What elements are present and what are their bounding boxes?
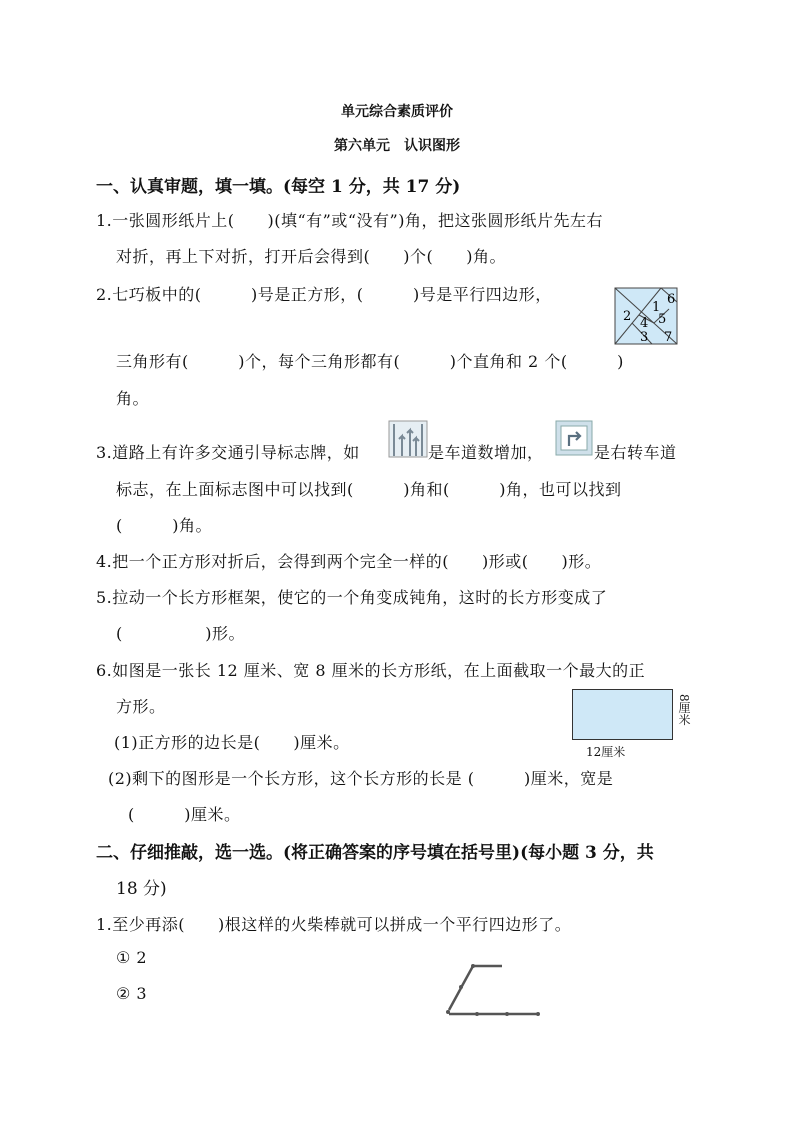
q3-line1b: 是车道数增加， <box>428 443 544 462</box>
s2-q1-option1: ① 2 <box>116 948 148 967</box>
q6-sub3: ( )厘米。 <box>128 805 241 824</box>
q6-sub2: (2)剩下的图形是一个长方形，这个长方形的长是 ( )厘米，宽是 <box>108 769 614 788</box>
s2-q1-option2: ② 3 <box>116 984 148 1003</box>
doc-subtitle: 第六单元 认识图形 <box>334 138 460 154</box>
q1-line2: 对折，再上下对折，打开后会得到( )个( )角。 <box>116 247 506 266</box>
tangram-label-2: 2 <box>623 309 632 324</box>
section2-heading: 二、仔细推敲，选一选。(将正确答案的序号填在括号里)(每小题 3 分，共 <box>96 843 654 863</box>
section2-heading-cont: 18 分) <box>116 879 167 899</box>
tangram-label-3: 3 <box>640 330 649 345</box>
q2-line3: 角。 <box>116 389 150 408</box>
tangram-label-6: 6 <box>667 292 676 307</box>
q1-line1: 1.一张圆形纸片上( )(填“有”或“没有”)角，把这张圆形纸片先左右 <box>96 211 603 230</box>
rect-height-label: 8厘米 <box>677 694 691 726</box>
q3-line2: 标志，在上面标志图中可以找到( )角和( )角，也可以找到 <box>116 480 622 499</box>
doc-title: 单元综合素质评价 <box>341 104 453 120</box>
tangram-label-5: 5 <box>658 312 667 327</box>
s2-q1-line1: 1.至少再添( )根这样的火柴棒就可以拼成一个平行四边形了。 <box>96 915 572 934</box>
rectangle-paper-figure <box>572 689 673 740</box>
q6-line1: 6.如图是一张长 12 厘米、宽 8 厘米的长方形纸，在上面截取一个最大的正 <box>96 661 646 680</box>
q2-line1: 2.七巧板中的( )号是正方形，( )号是平行四边形， <box>96 285 552 304</box>
q4-line1: 4.把一个正方形对折后，会得到两个完全一样的( )形或( )形。 <box>96 552 602 571</box>
q3-line3: ( )角。 <box>116 516 212 535</box>
section1-heading: 一、认真审题，填一填。(每空 1 分，共 17 分) <box>96 177 461 197</box>
q6-line2: 方形。 <box>116 697 166 716</box>
matchstick-figure <box>440 960 544 1022</box>
q5-line1: 5.拉动一个长方形框架，使它的一个角变成钝角，这时的长方形变成了 <box>96 588 608 607</box>
q6-sub1: (1)正方形的边长是( )厘米。 <box>114 733 350 752</box>
tangram-label-7: 7 <box>664 330 673 345</box>
tangram-label-4: 4 <box>640 316 649 331</box>
lane-increase-sign-icon <box>388 420 428 458</box>
rect-width-label: 12厘米 <box>586 745 626 759</box>
tangram-label-1: 1 <box>652 300 661 315</box>
q3-line1c: 是右转车道 <box>594 443 677 462</box>
tangram-figure <box>614 287 678 345</box>
right-turn-sign-icon <box>555 420 593 456</box>
q5-line2: ( )形。 <box>116 624 245 643</box>
q3-line1a: 3.道路上有许多交通引导标志牌，如 <box>96 443 360 462</box>
q2-line2: 三角形有( )个，每个三角形都有( )个直角和 2 个( ) <box>116 352 624 371</box>
